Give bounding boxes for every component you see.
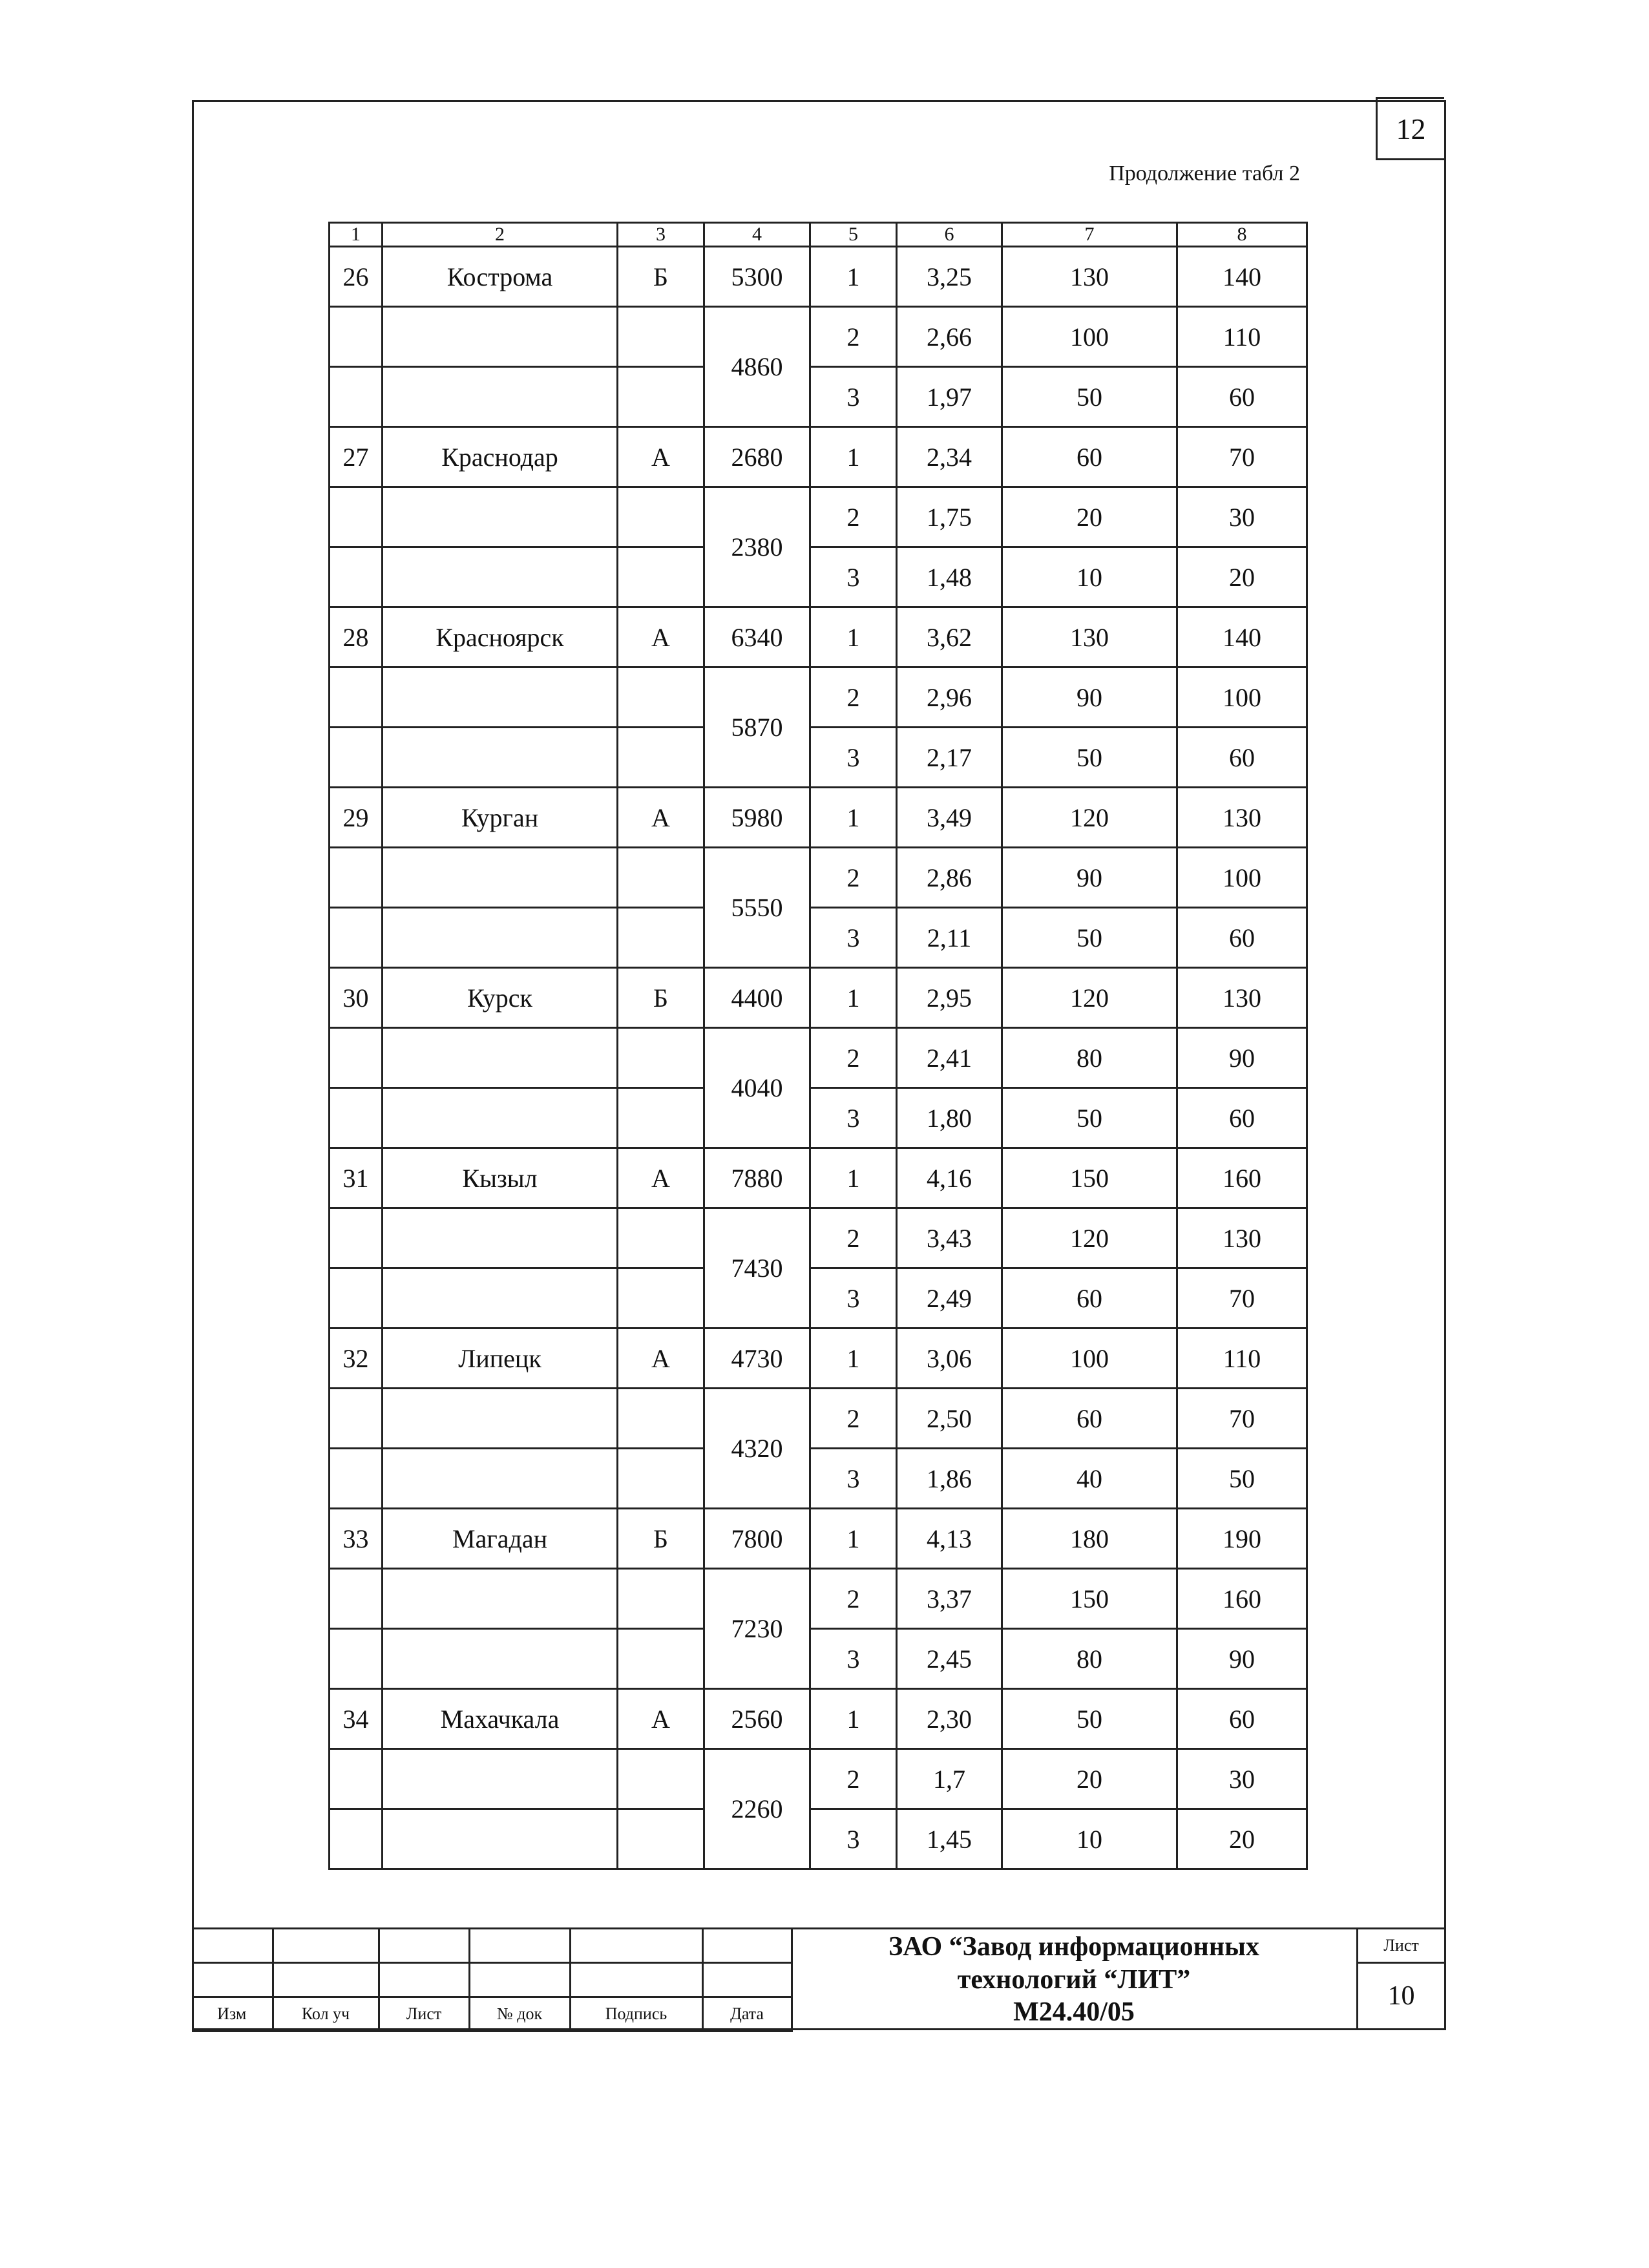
data-cell: 60 (1002, 1389, 1177, 1449)
row-number-cell: 33 (330, 1509, 383, 1569)
empty-cell (618, 848, 704, 908)
stamp-label: Дата (702, 1997, 792, 2032)
data-cell: 90 (1177, 1629, 1307, 1689)
data-cell: 40 (1002, 1449, 1177, 1509)
data-cell: 2,96 (897, 667, 1002, 728)
city-cell: Махачкала (383, 1689, 618, 1749)
row-number-cell: 29 (330, 788, 383, 848)
table-row (330, 1809, 1307, 1869)
document-code: М24.40/05 (1013, 1997, 1135, 2028)
empty-cell (618, 367, 704, 427)
value-cell: 6340 (704, 607, 810, 667)
empty-cell (618, 1809, 704, 1869)
data-cell: 80 (1002, 1028, 1177, 1088)
empty-cell (383, 307, 618, 367)
empty-cell (383, 1208, 618, 1268)
empty-cell (383, 487, 618, 547)
empty-cell (383, 1449, 618, 1509)
row-number-cell: 32 (330, 1328, 383, 1389)
table-row (330, 1148, 1307, 1208)
table-row (330, 1629, 1307, 1689)
data-cell: 150 (1002, 1148, 1177, 1208)
data-cell: 130 (1177, 1208, 1307, 1268)
data-cell: 30 (1177, 1749, 1307, 1809)
data-cell: 2,66 (897, 307, 1002, 367)
data-cell: 70 (1177, 1268, 1307, 1328)
data-cell: 60 (1177, 908, 1307, 968)
data-cell: 60 (1002, 427, 1177, 487)
data-cell: 50 (1002, 728, 1177, 788)
data-cell: 3,37 (897, 1569, 1002, 1629)
empty-cell (330, 367, 383, 427)
data-cell: 130 (1177, 788, 1307, 848)
table-row (330, 1389, 1307, 1449)
data-cell: 140 (1177, 247, 1307, 307)
value-cell: 5980 (704, 788, 810, 848)
data-cell: 2,95 (897, 968, 1002, 1028)
data-cell: 60 (1177, 1088, 1307, 1148)
data-cell: 3 (810, 1088, 897, 1148)
data-cell: 3,62 (897, 607, 1002, 667)
empty-cell (618, 908, 704, 968)
data-cell: 1,86 (897, 1449, 1002, 1509)
data-cell: 50 (1002, 1689, 1177, 1749)
category-cell: А (618, 788, 704, 848)
data-cell: 1 (810, 247, 897, 307)
table-row (330, 1088, 1307, 1148)
empty-cell (618, 1449, 704, 1509)
data-cell: 2,49 (897, 1268, 1002, 1328)
data-cell: 60 (1177, 1689, 1307, 1749)
data-cell: 2 (810, 1208, 897, 1268)
empty-cell (383, 1028, 618, 1088)
data-cell: 2,41 (897, 1028, 1002, 1088)
revision-grid (192, 1929, 793, 2032)
table-row (330, 1569, 1307, 1629)
category-cell: Б (618, 247, 704, 307)
category-cell: А (618, 427, 704, 487)
data-cell: 90 (1002, 667, 1177, 728)
data-cell: 110 (1177, 307, 1307, 367)
data-cell: 2 (810, 848, 897, 908)
data-cell: 2,34 (897, 427, 1002, 487)
value-cell: 4320 (704, 1389, 810, 1509)
data-cell: 2,50 (897, 1389, 1002, 1449)
column-header: 1 (330, 223, 383, 247)
table-row (330, 1268, 1307, 1328)
value-cell: 4730 (704, 1328, 810, 1389)
table-row (330, 607, 1307, 667)
page-number: 12 (1376, 97, 1444, 160)
empty-cell (618, 1389, 704, 1449)
table-row (330, 367, 1307, 427)
empty-cell (330, 1268, 383, 1328)
data-cell: 120 (1002, 788, 1177, 848)
category-cell: А (618, 607, 704, 667)
table-row (330, 667, 1307, 728)
title-block (192, 1927, 1446, 2030)
data-cell: 1 (810, 1509, 897, 1569)
empty-cell (330, 1749, 383, 1809)
empty-cell (618, 1749, 704, 1809)
data-cell: 1,75 (897, 487, 1002, 547)
data-cell: 10 (1002, 1809, 1177, 1869)
empty-cell (330, 848, 383, 908)
empty-cell (618, 1629, 704, 1689)
data-cell: 4,16 (897, 1148, 1002, 1208)
empty-cell (383, 547, 618, 607)
data-cell: 1 (810, 788, 897, 848)
city-cell: Курган (383, 788, 618, 848)
table-row (330, 848, 1307, 908)
empty-cell (383, 1389, 618, 1449)
empty-cell (618, 728, 704, 788)
data-cell: 100 (1177, 848, 1307, 908)
data-cell: 70 (1177, 1389, 1307, 1449)
empty-cell (618, 667, 704, 728)
data-cell: 20 (1177, 547, 1307, 607)
value-cell: 5550 (704, 848, 810, 968)
data-cell: 120 (1002, 1208, 1177, 1268)
data-cell: 3 (810, 367, 897, 427)
empty-cell (618, 1028, 704, 1088)
company-name-line1: ЗАО “Завод информационных (888, 1932, 1259, 1962)
data-cell: 2 (810, 1569, 897, 1629)
data-cell: 2 (810, 1028, 897, 1088)
column-header: 2 (383, 223, 618, 247)
table-row (330, 1328, 1307, 1389)
data-cell: 20 (1002, 1749, 1177, 1809)
column-header: 8 (1177, 223, 1307, 247)
empty-cell (383, 667, 618, 728)
data-cell: 4,13 (897, 1509, 1002, 1569)
value-cell: 4400 (704, 968, 810, 1028)
data-cell: 2,11 (897, 908, 1002, 968)
column-header: 6 (897, 223, 1002, 247)
stamp-label: Лист (379, 1997, 469, 2032)
data-cell: 3 (810, 1449, 897, 1509)
stamp-label: Подпись (570, 1997, 702, 2032)
value-cell: 7430 (704, 1208, 810, 1328)
data-cell: 190 (1177, 1509, 1307, 1569)
data-cell: 70 (1177, 427, 1307, 487)
data-cell: 60 (1177, 728, 1307, 788)
data-cell: 60 (1002, 1268, 1177, 1328)
data-cell: 3 (810, 728, 897, 788)
data-cell: 3 (810, 1268, 897, 1328)
data-cell: 1,48 (897, 547, 1002, 607)
empty-cell (383, 908, 618, 968)
table-row (330, 968, 1307, 1028)
company-name-line2: технологий “ЛИТ” (957, 1964, 1191, 1995)
table-row (330, 728, 1307, 788)
value-cell: 2260 (704, 1749, 810, 1869)
data-cell: 2 (810, 1389, 897, 1449)
value-cell: 5300 (704, 247, 810, 307)
category-cell: А (618, 1328, 704, 1389)
data-cell: 50 (1002, 367, 1177, 427)
company-block (792, 1929, 1356, 2030)
data-cell: 50 (1002, 1088, 1177, 1148)
empty-cell (330, 1088, 383, 1148)
empty-cell (330, 728, 383, 788)
row-number-cell: 31 (330, 1148, 383, 1208)
data-cell: 3,06 (897, 1328, 1002, 1389)
empty-cell (383, 1629, 618, 1689)
data-cell: 2,17 (897, 728, 1002, 788)
empty-cell (618, 1088, 704, 1148)
data-cell: 160 (1177, 1148, 1307, 1208)
sheet-label: Лист (1358, 1929, 1444, 1964)
data-cell: 30 (1177, 487, 1307, 547)
table-row (330, 1749, 1307, 1809)
data-cell: 1 (810, 607, 897, 667)
row-number-cell: 30 (330, 968, 383, 1028)
value-cell: 4860 (704, 307, 810, 427)
data-cell: 20 (1177, 1809, 1307, 1869)
continuation-caption: Продолжение табл 2 (1109, 162, 1300, 185)
data-cell: 3,43 (897, 1208, 1002, 1268)
data-cell: 3,49 (897, 788, 1002, 848)
data-cell: 2 (810, 487, 897, 547)
row-number-cell: 28 (330, 607, 383, 667)
stamp-label: № док (469, 1997, 570, 2032)
data-cell: 3 (810, 1629, 897, 1689)
empty-cell (618, 1569, 704, 1629)
data-cell: 90 (1177, 1028, 1307, 1088)
stamp-label: Изм (192, 1997, 273, 2032)
data-cell: 150 (1002, 1569, 1177, 1629)
empty-cell (383, 367, 618, 427)
data-cell: 120 (1002, 968, 1177, 1028)
data-cell: 1 (810, 968, 897, 1028)
empty-cell (618, 307, 704, 367)
value-cell: 7880 (704, 1148, 810, 1208)
empty-cell (330, 1629, 383, 1689)
empty-cell (618, 1268, 704, 1328)
data-cell: 2 (810, 307, 897, 367)
data-cell: 1 (810, 427, 897, 487)
column-header: 5 (810, 223, 897, 247)
data-cell: 100 (1002, 307, 1177, 367)
value-cell: 4040 (704, 1028, 810, 1148)
column-header: 3 (618, 223, 704, 247)
table-row (330, 427, 1307, 487)
data-table (328, 222, 1308, 1870)
empty-cell (383, 848, 618, 908)
empty-cell (383, 1268, 618, 1328)
sheet-box (1356, 1929, 1444, 2030)
table-row (330, 1208, 1307, 1268)
data-cell: 2 (810, 1749, 897, 1809)
city-cell: Курск (383, 968, 618, 1028)
empty-cell (330, 1809, 383, 1869)
empty-cell (383, 1809, 618, 1869)
stamp-label-row (192, 1997, 792, 2032)
data-cell: 2,45 (897, 1629, 1002, 1689)
table-row (330, 788, 1307, 848)
table-row (330, 1509, 1307, 1569)
data-cell: 80 (1002, 1629, 1177, 1689)
header-row (330, 223, 1307, 247)
category-cell: А (618, 1148, 704, 1208)
empty-cell (383, 1569, 618, 1629)
empty-cell (383, 1088, 618, 1148)
column-header: 4 (704, 223, 810, 247)
data-cell: 50 (1002, 908, 1177, 968)
empty-cell (330, 1028, 383, 1088)
data-cell: 60 (1177, 367, 1307, 427)
data-cell: 130 (1002, 607, 1177, 667)
city-cell: Краснодар (383, 427, 618, 487)
value-cell: 2380 (704, 487, 810, 607)
empty-cell (330, 1208, 383, 1268)
city-cell: Магадан (383, 1509, 618, 1569)
category-cell: Б (618, 1509, 704, 1569)
data-cell: 1,45 (897, 1809, 1002, 1869)
row-number-cell: 34 (330, 1689, 383, 1749)
value-cell: 5870 (704, 667, 810, 788)
table-row (330, 1449, 1307, 1509)
data-cell: 140 (1177, 607, 1307, 667)
empty-cell (330, 1449, 383, 1509)
data-cell: 3,25 (897, 247, 1002, 307)
empty-cell (618, 1208, 704, 1268)
table-row (330, 307, 1307, 367)
city-cell: Красноярск (383, 607, 618, 667)
empty-cell (618, 547, 704, 607)
table-row (330, 908, 1307, 968)
data-cell: 3 (810, 1809, 897, 1869)
empty-cell (383, 1749, 618, 1809)
value-cell: 2560 (704, 1689, 810, 1749)
data-cell: 3 (810, 547, 897, 607)
empty-cell (330, 1389, 383, 1449)
value-cell: 7230 (704, 1569, 810, 1689)
data-cell: 130 (1002, 247, 1177, 307)
data-cell: 50 (1177, 1449, 1307, 1509)
data-cell: 2,30 (897, 1689, 1002, 1749)
data-cell: 1 (810, 1689, 897, 1749)
empty-cell (330, 487, 383, 547)
empty-cell (330, 307, 383, 367)
data-cell: 2 (810, 667, 897, 728)
value-cell: 7800 (704, 1509, 810, 1569)
data-cell: 2,86 (897, 848, 1002, 908)
row-number-cell: 27 (330, 427, 383, 487)
category-cell: Б (618, 968, 704, 1028)
category-cell: А (618, 1689, 704, 1749)
empty-cell (330, 547, 383, 607)
data-cell: 90 (1002, 848, 1177, 908)
data-cell: 180 (1002, 1509, 1177, 1569)
data-cell: 20 (1002, 487, 1177, 547)
empty-cell (330, 1569, 383, 1629)
data-cell: 160 (1177, 1569, 1307, 1629)
city-cell: Кызыл (383, 1148, 618, 1208)
empty-cell (618, 487, 704, 547)
city-cell: Кострома (383, 247, 618, 307)
table-row (330, 1028, 1307, 1088)
sheet-number: 10 (1387, 1981, 1415, 2011)
table-row (330, 487, 1307, 547)
data-cell: 1,80 (897, 1088, 1002, 1148)
row-number-cell: 26 (330, 247, 383, 307)
table-row (330, 547, 1307, 607)
data-cell: 1,97 (897, 367, 1002, 427)
data-cell: 3 (810, 908, 897, 968)
data-cell: 1 (810, 1328, 897, 1389)
empty-cell (330, 667, 383, 728)
data-cell: 10 (1002, 547, 1177, 607)
empty-cell (330, 908, 383, 968)
empty-cell (383, 728, 618, 788)
data-cell: 100 (1002, 1328, 1177, 1389)
data-cell: 110 (1177, 1328, 1307, 1389)
stamp-label: Кол уч (273, 1997, 379, 2032)
data-cell: 1,7 (897, 1749, 1002, 1809)
data-cell: 130 (1177, 968, 1307, 1028)
column-header: 7 (1002, 223, 1177, 247)
data-cell: 100 (1177, 667, 1307, 728)
data-cell: 1 (810, 1148, 897, 1208)
table-row (330, 247, 1307, 307)
value-cell: 2680 (704, 427, 810, 487)
city-cell: Липецк (383, 1328, 618, 1389)
table-row (330, 1689, 1307, 1749)
